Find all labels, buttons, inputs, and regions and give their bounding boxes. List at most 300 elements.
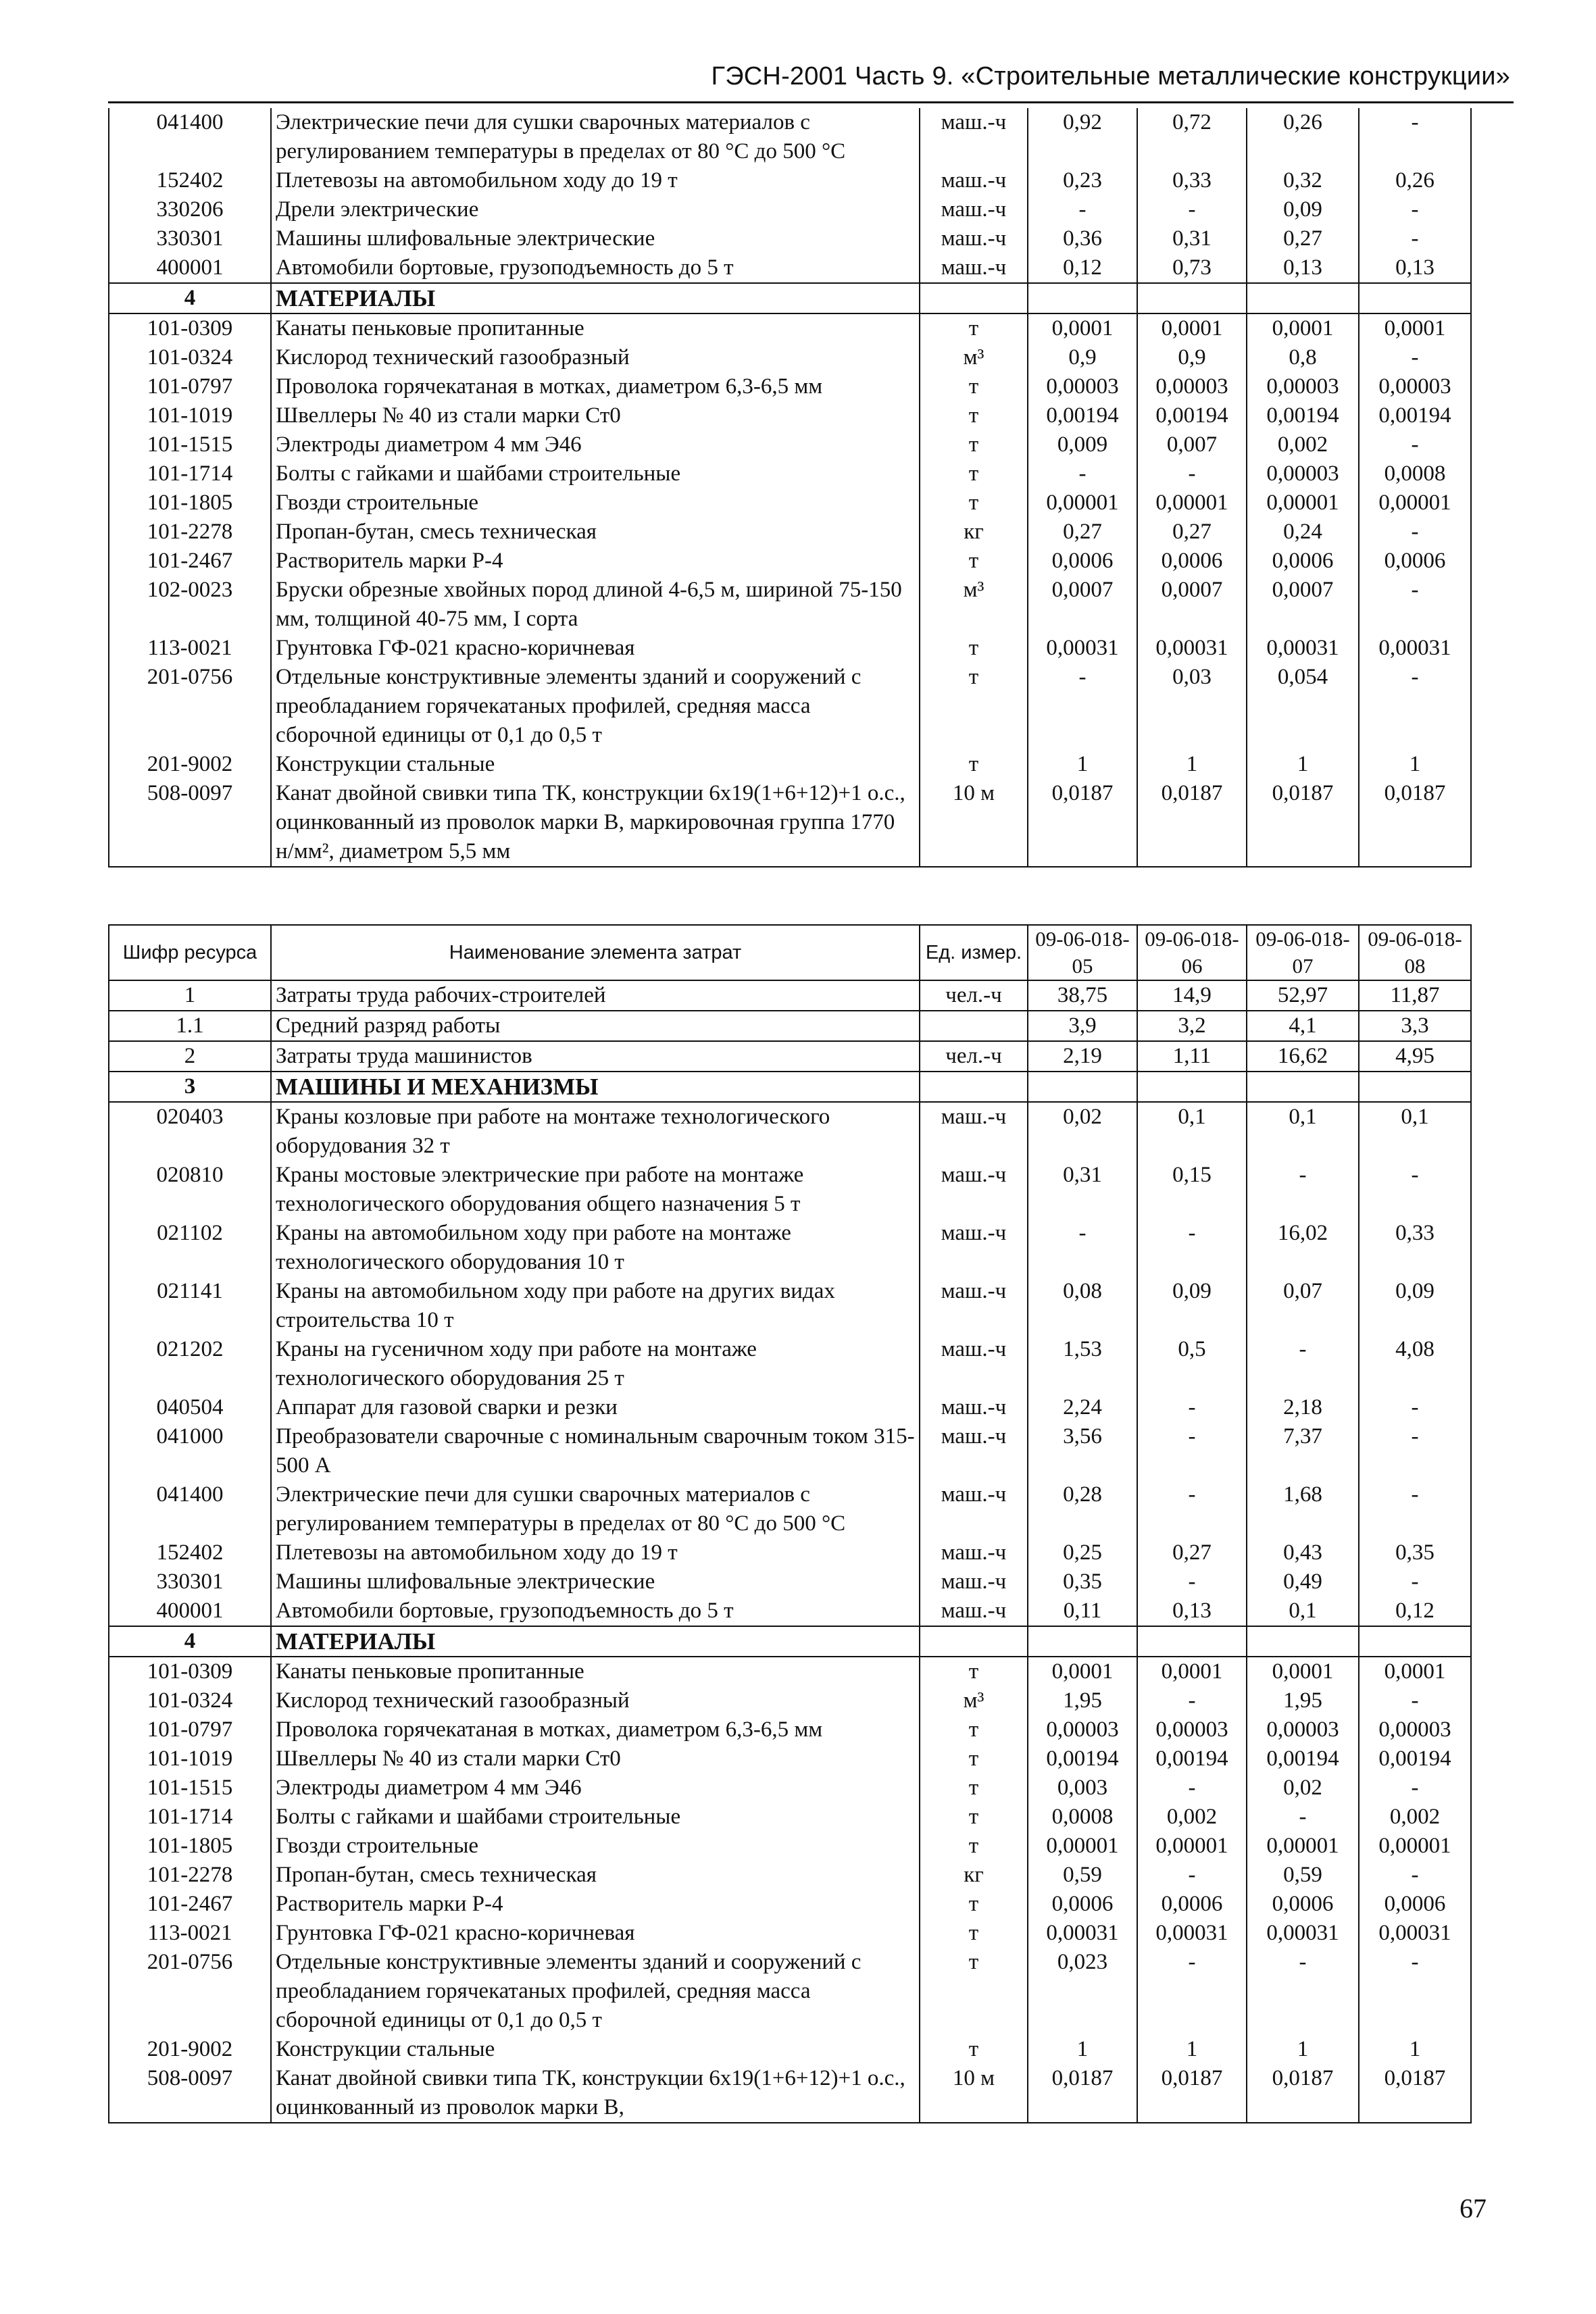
cell-value-2: [1137, 283, 1247, 313]
cell-name: Аппарат для газовой сварки и резки: [271, 1393, 920, 1422]
cell-value-2: 0,0001: [1137, 313, 1247, 343]
cell-value-2: 3,2: [1137, 1011, 1247, 1041]
cell-name: Электроды диаметром 4 мм Э46: [271, 1774, 920, 1803]
table-row: [109, 1102, 1471, 1161]
cell-value-1: 0,92: [1028, 108, 1137, 166]
cell-name: Дрели электрические: [271, 195, 920, 224]
cell-value-1: 0,023: [1028, 1948, 1137, 2035]
cell-value-3: 0,13: [1247, 253, 1359, 283]
table-row: [109, 1744, 1471, 1774]
cell-name: Гвозди строительные: [271, 1832, 920, 1861]
cell-value-4: -: [1359, 343, 1471, 372]
cell-value-3: 0,49: [1247, 1567, 1359, 1596]
cell-name: Краны мостовые электрические при работе на монтаже технологического оборудования общего назначения 5 т: [271, 1161, 920, 1219]
cell-value-1: [1028, 1626, 1137, 1657]
cell-value-2: -: [1137, 1774, 1247, 1803]
cell-unit: маш.-ч: [920, 1480, 1028, 1538]
cell-value-4: 0,0001: [1359, 313, 1471, 343]
cell-code: 101-1714: [109, 1803, 271, 1832]
cell-value-2: 0,03: [1137, 663, 1247, 750]
cell-name: Канаты пеньковые пропитанные: [271, 313, 920, 343]
cell-value-2: -: [1137, 459, 1247, 488]
cell-value-4: 0,0006: [1359, 1890, 1471, 1919]
table-row: [109, 634, 1471, 663]
table-row: [109, 1011, 1471, 1041]
cell-name: Грунтовка ГФ-021 красно-коричневая: [271, 1919, 920, 1948]
cell-value-3: 0,0006: [1247, 1890, 1359, 1919]
cell-code: 101-1515: [109, 1774, 271, 1803]
cell-value-3: 0,8: [1247, 343, 1359, 372]
cell-value-2: 0,15: [1137, 1161, 1247, 1219]
cell-value-4: 0,00194: [1359, 1744, 1471, 1774]
cell-name: Затраты труда машинистов: [271, 1041, 920, 1072]
cell-value-1: 0,00194: [1028, 1744, 1137, 1774]
cell-unit: т: [920, 459, 1028, 488]
cell-value-3: 0,0001: [1247, 313, 1359, 343]
cell-name: Машины шлифовальные электрические: [271, 1567, 920, 1596]
cell-value-2: -: [1137, 1422, 1247, 1480]
cell-unit: т: [920, 1657, 1028, 1686]
cell-code: 3: [109, 1072, 271, 1102]
cell-value-3: 0,1: [1247, 1596, 1359, 1626]
cell-name: Проволока горячекатаная в мотках, диаметром 6,3-6,5 мм: [271, 372, 920, 401]
header-col-07: 09-06-018-07: [1247, 925, 1359, 980]
cell-unit: чел.-ч: [920, 1041, 1028, 1072]
cell-name: Пропан-бутан, смесь техническая: [271, 518, 920, 547]
cell-value-2: 0,5: [1137, 1335, 1247, 1393]
table-row: [109, 401, 1471, 430]
table-row: [109, 224, 1471, 253]
cell-code: 1: [109, 980, 271, 1011]
cell-unit: чел.-ч: [920, 980, 1028, 1011]
cell-code: 041000: [109, 1422, 271, 1480]
cell-value-1: 1: [1028, 750, 1137, 779]
cell-name: Конструкции стальные: [271, 2035, 920, 2064]
cell-unit: т: [920, 1744, 1028, 1774]
cell-value-2: 0,00003: [1137, 372, 1247, 401]
cell-value-2: 0,33: [1137, 166, 1247, 195]
cell-value-2: [1137, 1626, 1247, 1657]
cell-name: Средний разряд работы: [271, 1011, 920, 1041]
cell-value-1: 0,00001: [1028, 1832, 1137, 1861]
cell-value-4: -: [1359, 108, 1471, 166]
cell-value-1: 0,9: [1028, 343, 1137, 372]
cell-value-1: 0,0006: [1028, 547, 1137, 576]
cell-value-3: 0,00031: [1247, 634, 1359, 663]
cell-value-2: -: [1137, 1393, 1247, 1422]
table-row: [109, 1277, 1471, 1335]
cell-value-4: -: [1359, 224, 1471, 253]
cell-name: Электрические печи для сушки сварочных материалов с регулированием температуры в пределах от 80 °С до 500 °С: [271, 1480, 920, 1538]
cell-unit: [920, 283, 1028, 313]
cell-code: 113-0021: [109, 634, 271, 663]
cell-value-3: 0,00001: [1247, 1832, 1359, 1861]
table-row: [109, 1161, 1471, 1219]
cell-value-2: 1: [1137, 750, 1247, 779]
cell-value-4: 0,00003: [1359, 1715, 1471, 1744]
cell-value-2: 0,00031: [1137, 634, 1247, 663]
cell-code: 4: [109, 1626, 271, 1657]
cell-value-2: -: [1137, 1948, 1247, 2035]
cell-name: Канат двойной свивки типа ТК, конструкции 6х19(1+6+12)+1 о.с., оцинкованный из проволок марки В, маркировочная группа 1770 н/мм², диаметром 5,5 мм: [271, 779, 920, 867]
cell-name: Автомобили бортовые, грузоподъемность до 5 т: [271, 1596, 920, 1626]
cell-name: Кислород технический газообразный: [271, 1686, 920, 1715]
cell-code: 020403: [109, 1102, 271, 1161]
cell-value-2: 0,0001: [1137, 1657, 1247, 1686]
table-row: [109, 1948, 1471, 2035]
cell-code: 1.1: [109, 1011, 271, 1041]
cell-value-3: 0,02: [1247, 1774, 1359, 1803]
cell-value-4: 0,00003: [1359, 372, 1471, 401]
cell-value-4: -: [1359, 430, 1471, 459]
cell-name: Пропан-бутан, смесь техническая: [271, 1861, 920, 1890]
cell-value-4: -: [1359, 1422, 1471, 1480]
cell-value-1: 0,28: [1028, 1480, 1137, 1538]
cell-name: Гвозди строительные: [271, 488, 920, 518]
cell-unit: маш.-ч: [920, 1219, 1028, 1277]
cell-value-3: 0,59: [1247, 1861, 1359, 1890]
cell-value-4: 0,12: [1359, 1596, 1471, 1626]
table-row: [109, 1832, 1471, 1861]
cell-value-3: 0,43: [1247, 1538, 1359, 1567]
table-row: [109, 1422, 1471, 1480]
cell-code: 152402: [109, 166, 271, 195]
cell-value-2: 0,007: [1137, 430, 1247, 459]
cell-value-1: 1: [1028, 2035, 1137, 2064]
cell-value-2: 1,11: [1137, 1041, 1247, 1072]
cell-unit: маш.-ч: [920, 1277, 1028, 1335]
cell-name: Электрические печи для сушки сварочных материалов с регулированием температуры в пределах от 80 °С до 500 °С: [271, 108, 920, 166]
cell-value-2: 0,27: [1137, 518, 1247, 547]
cell-value-3: 0,00003: [1247, 459, 1359, 488]
cell-value-1: 0,11: [1028, 1596, 1137, 1626]
cell-unit: т: [920, 1919, 1028, 1948]
cell-unit: маш.-ч: [920, 224, 1028, 253]
cell-name: Плетевозы на автомобильном ходу до 19 т: [271, 166, 920, 195]
cell-value-1: 2,24: [1028, 1393, 1137, 1422]
table-row: [109, 1861, 1471, 1890]
table-row: [109, 1919, 1471, 1948]
header-col-06: 09-06-018-06: [1137, 925, 1247, 980]
cell-code: 101-0324: [109, 343, 271, 372]
cell-value-2: 0,13: [1137, 1596, 1247, 1626]
cell-value-2: 0,27: [1137, 1538, 1247, 1567]
cell-value-3: 1,95: [1247, 1686, 1359, 1715]
cell-value-3: 0,07: [1247, 1277, 1359, 1335]
cell-code: 152402: [109, 1538, 271, 1567]
cell-code: 201-9002: [109, 750, 271, 779]
cell-value-4: -: [1359, 1480, 1471, 1538]
table-row: [109, 1803, 1471, 1832]
cell-unit: м³: [920, 1686, 1028, 1715]
cell-value-4: 11,87: [1359, 980, 1471, 1011]
cell-value-1: [1028, 283, 1137, 313]
cell-value-4: -: [1359, 1686, 1471, 1715]
cell-value-2: 0,0006: [1137, 547, 1247, 576]
header-rule: [108, 101, 1514, 103]
cell-unit: маш.-ч: [920, 166, 1028, 195]
cell-unit: т: [920, 1948, 1028, 2035]
cell-name: МАШИНЫ И МЕХАНИЗМЫ: [271, 1072, 920, 1102]
cell-value-4: -: [1359, 1774, 1471, 1803]
cell-value-1: 0,003: [1028, 1774, 1137, 1803]
cell-unit: т: [920, 547, 1028, 576]
cell-value-4: 0,1: [1359, 1102, 1471, 1161]
cell-value-1: 1,95: [1028, 1686, 1137, 1715]
cell-unit: 10 м: [920, 2064, 1028, 2123]
cell-value-2: 0,002: [1137, 1803, 1247, 1832]
table-row: [109, 372, 1471, 401]
cell-value-3: 52,97: [1247, 980, 1359, 1011]
header-code: Шифр ресурса: [109, 925, 271, 980]
cell-unit: т: [920, 1890, 1028, 1919]
cell-value-4: 0,00031: [1359, 634, 1471, 663]
cell-value-4: [1359, 1072, 1471, 1102]
cell-value-3: 0,09: [1247, 195, 1359, 224]
cell-value-3: 2,18: [1247, 1393, 1359, 1422]
cell-value-3: -: [1247, 1161, 1359, 1219]
table-row: [109, 1890, 1471, 1919]
cell-code: 101-2278: [109, 1861, 271, 1890]
cell-name: Конструкции стальные: [271, 750, 920, 779]
cell-unit: маш.-ч: [920, 1161, 1028, 1219]
cell-code: 508-0097: [109, 2064, 271, 2123]
table-row: [109, 1041, 1471, 1072]
cell-code: 2: [109, 1041, 271, 1072]
cell-value-2: 0,31: [1137, 224, 1247, 253]
resource-table-bottom-body: [109, 980, 1471, 2123]
table-row: [109, 547, 1471, 576]
table-row: [109, 313, 1471, 343]
cell-value-1: 38,75: [1028, 980, 1137, 1011]
cell-value-3: 0,054: [1247, 663, 1359, 750]
cell-unit: т: [920, 1832, 1028, 1861]
cell-unit: т: [920, 488, 1028, 518]
cell-name: Швеллеры № 40 из стали марки Ст0: [271, 401, 920, 430]
cell-name: Краны на автомобильном ходу при работе на монтаже технологического оборудования 10 т: [271, 1219, 920, 1277]
cell-unit: маш.-ч: [920, 1538, 1028, 1567]
cell-name: Проволока горячекатаная в мотках, диаметром 6,3-6,5 мм: [271, 1715, 920, 1744]
section-row: [109, 283, 1471, 313]
cell-value-2: 1: [1137, 2035, 1247, 2064]
cell-unit: маш.-ч: [920, 1102, 1028, 1161]
cell-value-2: 0,9: [1137, 343, 1247, 372]
cell-name: Болты с гайками и шайбами строительные: [271, 1803, 920, 1832]
cell-name: Растворитель марки Р-4: [271, 547, 920, 576]
cell-value-2: -: [1137, 1686, 1247, 1715]
cell-value-4: 0,0006: [1359, 547, 1471, 576]
cell-code: 020810: [109, 1161, 271, 1219]
cell-value-2: 0,1: [1137, 1102, 1247, 1161]
cell-name: Отдельные конструктивные элементы зданий и сооружений с преобладанием горячекатаных профилей, средняя масса сборочной единицы от 0,1 до 0,5 т: [271, 663, 920, 750]
cell-value-4: -: [1359, 195, 1471, 224]
cell-code: 508-0097: [109, 779, 271, 867]
cell-code: 101-0324: [109, 1686, 271, 1715]
cell-value-4: -: [1359, 663, 1471, 750]
cell-value-2: 0,72: [1137, 108, 1247, 166]
cell-value-1: 0,0187: [1028, 2064, 1137, 2123]
cell-unit: т: [920, 401, 1028, 430]
cell-code: 101-0309: [109, 313, 271, 343]
cell-code: 330206: [109, 195, 271, 224]
table-row: [109, 1538, 1471, 1567]
cell-value-3: 0,002: [1247, 430, 1359, 459]
table-row: [109, 2064, 1471, 2123]
page-number: 67: [1460, 2193, 1487, 2223]
cell-value-2: -: [1137, 1480, 1247, 1538]
cell-value-3: [1247, 283, 1359, 313]
cell-value-3: 7,37: [1247, 1422, 1359, 1480]
cell-unit: [920, 1011, 1028, 1041]
cell-value-2: -: [1137, 1861, 1247, 1890]
cell-value-3: 0,0187: [1247, 779, 1359, 867]
cell-unit: маш.-ч: [920, 1567, 1028, 1596]
cell-code: 101-0797: [109, 372, 271, 401]
cell-value-3: 16,62: [1247, 1041, 1359, 1072]
cell-value-4: 0,0008: [1359, 459, 1471, 488]
cell-value-2: -: [1137, 195, 1247, 224]
cell-value-4: 3,3: [1359, 1011, 1471, 1041]
header-col-05: 09-06-018-05: [1028, 925, 1137, 980]
cell-value-3: 1: [1247, 750, 1359, 779]
cell-code: 101-2278: [109, 518, 271, 547]
resource-table-top-body: [109, 108, 1471, 867]
cell-value-2: 0,0006: [1137, 1890, 1247, 1919]
cell-value-4: 0,0001: [1359, 1657, 1471, 1686]
cell-name: Швеллеры № 40 из стали марки Ст0: [271, 1744, 920, 1774]
cell-unit: маш.-ч: [920, 1596, 1028, 1626]
cell-value-1: 0,36: [1028, 224, 1137, 253]
table-row: [109, 108, 1471, 166]
cell-code: 330301: [109, 224, 271, 253]
cell-value-4: -: [1359, 1861, 1471, 1890]
cell-code: 101-0797: [109, 1715, 271, 1744]
cell-name: Краны козловые при работе на монтаже технологического оборудования 32 т: [271, 1102, 920, 1161]
cell-name: Преобразователи сварочные с номинальным сварочным током 315-500 А: [271, 1422, 920, 1480]
cell-code: 021102: [109, 1219, 271, 1277]
cell-value-4: 4,08: [1359, 1335, 1471, 1393]
cell-value-1: 0,00003: [1028, 1715, 1137, 1744]
cell-value-1: 2,19: [1028, 1041, 1137, 1072]
cell-value-2: 0,00001: [1137, 488, 1247, 518]
cell-unit: т: [920, 663, 1028, 750]
cell-code: 101-2467: [109, 1890, 271, 1919]
cell-name: Плетевозы на автомобильном ходу до 19 т: [271, 1538, 920, 1567]
cell-value-3: 0,27: [1247, 224, 1359, 253]
cell-value-3: 0,0007: [1247, 576, 1359, 634]
cell-unit: 10 м: [920, 779, 1028, 867]
cell-code: 041400: [109, 1480, 271, 1538]
cell-unit: кг: [920, 1861, 1028, 1890]
cell-value-4: 0,13: [1359, 253, 1471, 283]
cell-value-2: 0,0187: [1137, 779, 1247, 867]
cell-unit: маш.-ч: [920, 195, 1028, 224]
cell-code: 4: [109, 283, 271, 313]
cell-value-3: 0,32: [1247, 166, 1359, 195]
table-row: [109, 1686, 1471, 1715]
table-row: [109, 166, 1471, 195]
cell-value-1: 0,02: [1028, 1102, 1137, 1161]
cell-value-1: -: [1028, 459, 1137, 488]
cell-unit: м³: [920, 343, 1028, 372]
header-unit: Ед. измер.: [920, 925, 1028, 980]
cell-value-3: -: [1247, 1803, 1359, 1832]
cell-name: Растворитель марки Р-4: [271, 1890, 920, 1919]
cell-value-4: -: [1359, 1567, 1471, 1596]
cell-name: МАТЕРИАЛЫ: [271, 1626, 920, 1657]
section-row: [109, 1626, 1471, 1657]
cell-value-3: -: [1247, 1948, 1359, 2035]
table-row: [109, 980, 1471, 1011]
cell-value-3: [1247, 1072, 1359, 1102]
table-row: [109, 488, 1471, 518]
cell-value-1: 0,0007: [1028, 576, 1137, 634]
cell-value-3: 1: [1247, 2035, 1359, 2064]
cell-code: 021202: [109, 1335, 271, 1393]
cell-code: 330301: [109, 1567, 271, 1596]
table-row: [109, 663, 1471, 750]
cell-code: 101-1019: [109, 401, 271, 430]
cell-name: Канат двойной свивки типа ТК, конструкции 6х19(1+6+12)+1 о.с., оцинкованный из проволок марки В,: [271, 2064, 920, 2123]
cell-unit: т: [920, 430, 1028, 459]
section-row: [109, 1072, 1471, 1102]
cell-name: Краны на автомобильном ходу при работе на других видах строительства 10 т: [271, 1277, 920, 1335]
cell-value-1: 0,0008: [1028, 1803, 1137, 1832]
cell-code: 113-0021: [109, 1919, 271, 1948]
cell-value-2: 0,00003: [1137, 1715, 1247, 1744]
cell-value-1: 1,53: [1028, 1335, 1137, 1393]
cell-value-1: 0,0001: [1028, 1657, 1137, 1686]
cell-value-4: 0,00031: [1359, 1919, 1471, 1948]
cell-unit: маш.-ч: [920, 1422, 1028, 1480]
table-row: [109, 253, 1471, 283]
cell-value-1: [1028, 1072, 1137, 1102]
header-col-08: 09-06-018-08: [1359, 925, 1471, 980]
cell-value-4: 0,0187: [1359, 779, 1471, 867]
cell-unit: маш.-ч: [920, 253, 1028, 283]
cell-value-2: 0,0007: [1137, 576, 1247, 634]
cell-value-3: 0,00194: [1247, 401, 1359, 430]
cell-code: 201-0756: [109, 1948, 271, 2035]
cell-value-2: 0,00194: [1137, 1744, 1247, 1774]
cell-unit: т: [920, 372, 1028, 401]
cell-value-4: 0,00001: [1359, 1832, 1471, 1861]
cell-unit: кг: [920, 518, 1028, 547]
cell-value-3: -: [1247, 1335, 1359, 1393]
cell-unit: [920, 1626, 1028, 1657]
cell-name: Машины шлифовальные электрические: [271, 224, 920, 253]
cell-value-2: 0,00001: [1137, 1832, 1247, 1861]
cell-value-3: 0,00031: [1247, 1919, 1359, 1948]
cell-code: 101-1019: [109, 1744, 271, 1774]
cell-value-2: -: [1137, 1219, 1247, 1277]
cell-unit: маш.-ч: [920, 1335, 1028, 1393]
table-row: [109, 343, 1471, 372]
cell-value-4: 0,33: [1359, 1219, 1471, 1277]
cell-value-4: -: [1359, 518, 1471, 547]
cell-name: Грунтовка ГФ-021 красно-коричневая: [271, 634, 920, 663]
table-row: [109, 2035, 1471, 2064]
table-row: [109, 576, 1471, 634]
resource-table-bottom: [108, 924, 1472, 2123]
cell-name: МАТЕРИАЛЫ: [271, 283, 920, 313]
cell-value-1: 0,59: [1028, 1861, 1137, 1890]
cell-value-2: 0,73: [1137, 253, 1247, 283]
cell-value-3: 0,1: [1247, 1102, 1359, 1161]
cell-name: Болты с гайками и шайбами строительные: [271, 459, 920, 488]
table-row: [109, 1480, 1471, 1538]
cell-code: 201-0756: [109, 663, 271, 750]
